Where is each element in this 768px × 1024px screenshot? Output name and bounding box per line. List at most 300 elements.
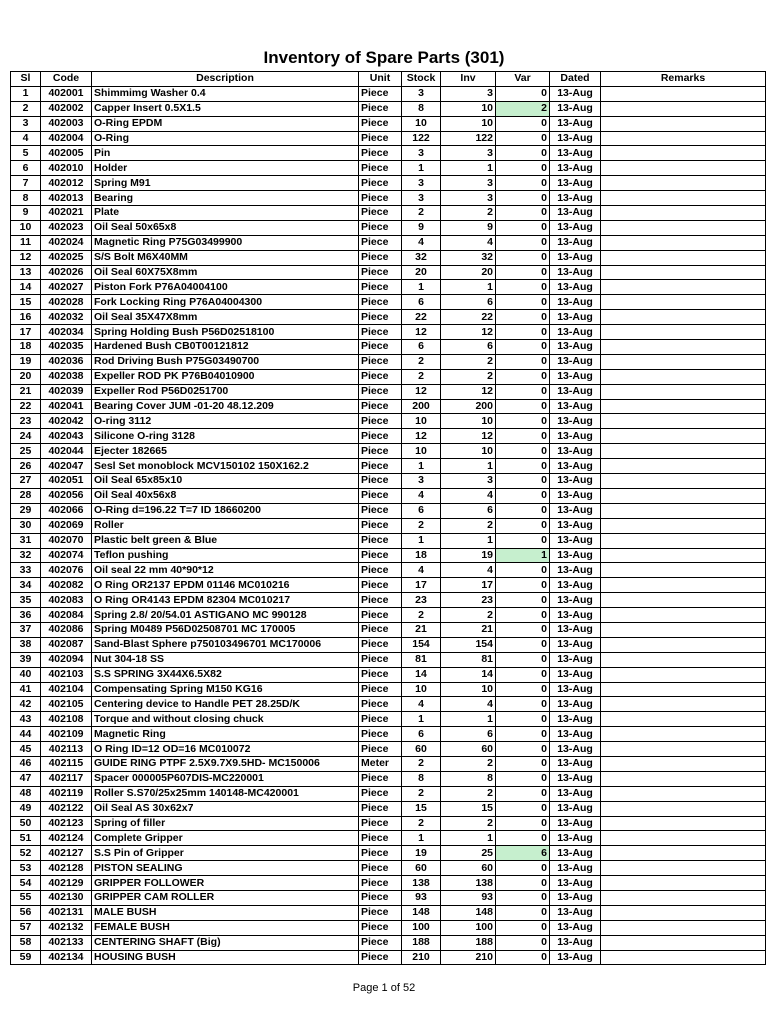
cell-stock: 2 <box>402 206 441 221</box>
cell-unit: Piece <box>359 950 402 965</box>
cell-code: 402035 <box>41 340 92 355</box>
cell-stock: 3 <box>402 146 441 161</box>
cell-stock: 3 <box>402 191 441 206</box>
cell-code: 402036 <box>41 354 92 369</box>
table-row <box>11 444 766 459</box>
cell-description: Sesl Set monoblock MCV150102 150X162.2 <box>92 459 359 474</box>
column-header-dated: Dated <box>550 72 601 87</box>
cell-inv: 10 <box>441 101 496 116</box>
cell-code: 402124 <box>41 831 92 846</box>
cell-description: Spacer 000005P607DIS-MC220001 <box>92 771 359 786</box>
table-row <box>11 101 766 116</box>
table-row <box>11 682 766 697</box>
cell-description: Spring M91 <box>92 176 359 191</box>
cell-sl: 30 <box>11 518 41 533</box>
cell-code: 402047 <box>41 459 92 474</box>
table-row <box>11 474 766 489</box>
table-row <box>11 414 766 429</box>
cell-code: 402113 <box>41 742 92 757</box>
cell-sl: 34 <box>11 578 41 593</box>
cell-stock: 6 <box>402 340 441 355</box>
cell-stock: 1 <box>402 533 441 548</box>
cell-remarks <box>601 369 766 384</box>
cell-var: 0 <box>496 682 550 697</box>
cell-dated: 13-Aug <box>550 414 601 429</box>
cell-stock: 1 <box>402 161 441 176</box>
cell-sl: 54 <box>11 876 41 891</box>
cell-dated: 13-Aug <box>550 86 601 101</box>
cell-description: GRIPPER CAM ROLLER <box>92 890 359 905</box>
table-row <box>11 340 766 355</box>
cell-unit: Piece <box>359 459 402 474</box>
cell-stock: 4 <box>402 235 441 250</box>
cell-var: 0 <box>496 369 550 384</box>
table-row <box>11 816 766 831</box>
cell-stock: 93 <box>402 890 441 905</box>
cell-code: 402010 <box>41 161 92 176</box>
cell-dated: 13-Aug <box>550 682 601 697</box>
cell-stock: 8 <box>402 771 441 786</box>
cell-code: 402123 <box>41 816 92 831</box>
cell-inv: 10 <box>441 414 496 429</box>
cell-dated: 13-Aug <box>550 756 601 771</box>
cell-remarks <box>601 131 766 146</box>
cell-var: 0 <box>496 920 550 935</box>
cell-sl: 47 <box>11 771 41 786</box>
cell-dated: 13-Aug <box>550 369 601 384</box>
inventory-table <box>10 71 766 965</box>
cell-unit: Piece <box>359 161 402 176</box>
cell-dated: 13-Aug <box>550 667 601 682</box>
cell-description: GRIPPER FOLLOWER <box>92 876 359 891</box>
cell-unit: Piece <box>359 101 402 116</box>
cell-sl: 46 <box>11 756 41 771</box>
cell-stock: 81 <box>402 652 441 667</box>
table-row <box>11 756 766 771</box>
cell-var: 0 <box>496 459 550 474</box>
cell-unit: Piece <box>359 742 402 757</box>
cell-inv: 2 <box>441 816 496 831</box>
cell-var: 0 <box>496 131 550 146</box>
cell-remarks <box>601 503 766 518</box>
cell-code: 402129 <box>41 876 92 891</box>
cell-var: 0 <box>496 667 550 682</box>
table-row <box>11 161 766 176</box>
cell-code: 402039 <box>41 384 92 399</box>
cell-dated: 13-Aug <box>550 905 601 920</box>
cell-sl: 28 <box>11 488 41 503</box>
cell-dated: 13-Aug <box>550 250 601 265</box>
cell-inv: 2 <box>441 206 496 221</box>
cell-description: Roller <box>92 518 359 533</box>
cell-remarks <box>601 742 766 757</box>
table-row <box>11 742 766 757</box>
cell-stock: 3 <box>402 86 441 101</box>
cell-sl: 35 <box>11 593 41 608</box>
cell-description: Bearing <box>92 191 359 206</box>
cell-inv: 9 <box>441 220 496 235</box>
cell-code: 402034 <box>41 325 92 340</box>
cell-code: 402027 <box>41 280 92 295</box>
cell-sl: 33 <box>11 563 41 578</box>
column-header-code: Code <box>41 72 92 87</box>
cell-var: 0 <box>496 265 550 280</box>
cell-code: 402026 <box>41 265 92 280</box>
cell-sl: 53 <box>11 861 41 876</box>
cell-dated: 13-Aug <box>550 384 601 399</box>
cell-inv: 3 <box>441 86 496 101</box>
cell-stock: 3 <box>402 474 441 489</box>
table-row <box>11 533 766 548</box>
cell-sl: 41 <box>11 682 41 697</box>
cell-code: 402082 <box>41 578 92 593</box>
cell-stock: 2 <box>402 608 441 623</box>
cell-unit: Piece <box>359 191 402 206</box>
cell-sl: 51 <box>11 831 41 846</box>
cell-dated: 13-Aug <box>550 920 601 935</box>
table-row <box>11 652 766 667</box>
table-row <box>11 727 766 742</box>
cell-var: 0 <box>496 191 550 206</box>
table-row <box>11 280 766 295</box>
cell-dated: 13-Aug <box>550 861 601 876</box>
cell-stock: 23 <box>402 593 441 608</box>
cell-var: 0 <box>496 503 550 518</box>
cell-unit: Piece <box>359 578 402 593</box>
cell-unit: Piece <box>359 593 402 608</box>
cell-description: Oil Seal 40x56x8 <box>92 488 359 503</box>
cell-var: 0 <box>496 697 550 712</box>
table-row <box>11 831 766 846</box>
cell-remarks <box>601 578 766 593</box>
cell-stock: 4 <box>402 488 441 503</box>
cell-remarks <box>601 235 766 250</box>
table-row <box>11 86 766 101</box>
cell-var: 0 <box>496 310 550 325</box>
cell-remarks <box>601 340 766 355</box>
cell-unit: Piece <box>359 444 402 459</box>
cell-inv: 2 <box>441 756 496 771</box>
cell-sl: 15 <box>11 295 41 310</box>
cell-var: 0 <box>496 593 550 608</box>
cell-description: MALE BUSH <box>92 905 359 920</box>
cell-inv: 8 <box>441 771 496 786</box>
cell-code: 402042 <box>41 414 92 429</box>
cell-remarks <box>601 325 766 340</box>
table-row <box>11 518 766 533</box>
column-header-remarks: Remarks <box>601 72 766 87</box>
cell-remarks <box>601 429 766 444</box>
cell-stock: 148 <box>402 905 441 920</box>
cell-remarks <box>601 280 766 295</box>
cell-var: 0 <box>496 831 550 846</box>
cell-var: 0 <box>496 429 550 444</box>
cell-sl: 56 <box>11 905 41 920</box>
cell-stock: 6 <box>402 727 441 742</box>
cell-dated: 13-Aug <box>550 131 601 146</box>
cell-var: 0 <box>496 146 550 161</box>
cell-dated: 13-Aug <box>550 340 601 355</box>
table-row <box>11 116 766 131</box>
cell-inv: 4 <box>441 235 496 250</box>
column-header-var: Var <box>496 72 550 87</box>
cell-code: 402134 <box>41 950 92 965</box>
cell-description: Capper Insert 0.5X1.5 <box>92 101 359 116</box>
cell-remarks <box>601 905 766 920</box>
cell-sl: 27 <box>11 474 41 489</box>
cell-stock: 2 <box>402 786 441 801</box>
cell-code: 402070 <box>41 533 92 548</box>
cell-description: Centering device to Handle PET 28.25D/K <box>92 697 359 712</box>
page-footer: Page 1 of 52 <box>352 982 416 994</box>
cell-dated: 13-Aug <box>550 503 601 518</box>
cell-inv: 200 <box>441 399 496 414</box>
table-row <box>11 488 766 503</box>
cell-inv: 154 <box>441 637 496 652</box>
table-row <box>11 890 766 905</box>
cell-code: 402103 <box>41 667 92 682</box>
cell-description: Teflon pushing <box>92 548 359 563</box>
cell-var: 6 <box>496 846 550 861</box>
cell-dated: 13-Aug <box>550 146 601 161</box>
cell-stock: 2 <box>402 354 441 369</box>
cell-remarks <box>601 935 766 950</box>
cell-description: O-Ring d=196.22 T=7 ID 18660200 <box>92 503 359 518</box>
cell-unit: Piece <box>359 905 402 920</box>
cell-code: 402001 <box>41 86 92 101</box>
cell-var: 0 <box>496 786 550 801</box>
table-row <box>11 146 766 161</box>
cell-dated: 13-Aug <box>550 563 601 578</box>
cell-code: 402104 <box>41 682 92 697</box>
cell-sl: 31 <box>11 533 41 548</box>
cell-stock: 10 <box>402 116 441 131</box>
column-header-stock: Stock <box>402 72 441 87</box>
cell-stock: 19 <box>402 846 441 861</box>
cell-unit: Piece <box>359 176 402 191</box>
cell-code: 402132 <box>41 920 92 935</box>
cell-remarks <box>601 727 766 742</box>
cell-code: 402115 <box>41 756 92 771</box>
cell-unit: Piece <box>359 801 402 816</box>
cell-inv: 12 <box>441 384 496 399</box>
cell-var: 0 <box>496 950 550 965</box>
cell-unit: Piece <box>359 325 402 340</box>
cell-remarks <box>601 310 766 325</box>
cell-var: 0 <box>496 622 550 637</box>
cell-inv: 23 <box>441 593 496 608</box>
cell-unit: Piece <box>359 295 402 310</box>
cell-description: CENTERING SHAFT (Big) <box>92 935 359 950</box>
cell-var: 0 <box>496 578 550 593</box>
cell-remarks <box>601 101 766 116</box>
cell-var: 0 <box>496 712 550 727</box>
cell-description: Rod Driving Bush P75G03490700 <box>92 354 359 369</box>
cell-var: 0 <box>496 295 550 310</box>
table-row <box>11 399 766 414</box>
cell-inv: 2 <box>441 354 496 369</box>
cell-dated: 13-Aug <box>550 831 601 846</box>
cell-code: 402084 <box>41 608 92 623</box>
cell-stock: 1 <box>402 831 441 846</box>
cell-remarks <box>601 831 766 846</box>
cell-remarks <box>601 667 766 682</box>
cell-dated: 13-Aug <box>550 593 601 608</box>
cell-var: 0 <box>496 474 550 489</box>
cell-stock: 2 <box>402 518 441 533</box>
cell-unit: Piece <box>359 280 402 295</box>
cell-var: 0 <box>496 935 550 950</box>
table-row <box>11 861 766 876</box>
cell-remarks <box>601 593 766 608</box>
cell-stock: 15 <box>402 801 441 816</box>
table-row <box>11 935 766 950</box>
cell-inv: 2 <box>441 369 496 384</box>
cell-dated: 13-Aug <box>550 488 601 503</box>
cell-var: 0 <box>496 652 550 667</box>
cell-remarks <box>601 608 766 623</box>
cell-description: Oil Seal 35X47X8mm <box>92 310 359 325</box>
cell-dated: 13-Aug <box>550 444 601 459</box>
cell-unit: Piece <box>359 846 402 861</box>
cell-sl: 3 <box>11 116 41 131</box>
cell-description: Silicone O-ring 3128 <box>92 429 359 444</box>
cell-unit: Piece <box>359 414 402 429</box>
cell-sl: 25 <box>11 444 41 459</box>
cell-unit: Piece <box>359 935 402 950</box>
cell-description: Holder <box>92 161 359 176</box>
table-row <box>11 220 766 235</box>
cell-remarks <box>601 771 766 786</box>
table-row <box>11 206 766 221</box>
cell-inv: 6 <box>441 503 496 518</box>
cell-remarks <box>601 682 766 697</box>
cell-remarks <box>601 191 766 206</box>
cell-stock: 210 <box>402 950 441 965</box>
cell-dated: 13-Aug <box>550 459 601 474</box>
cell-unit: Piece <box>359 146 402 161</box>
cell-description: Shimmimg Washer 0.4 <box>92 86 359 101</box>
cell-sl: 40 <box>11 667 41 682</box>
cell-sl: 39 <box>11 652 41 667</box>
table-header-row <box>11 72 766 87</box>
table-row <box>11 369 766 384</box>
cell-inv: 100 <box>441 920 496 935</box>
cell-dated: 13-Aug <box>550 474 601 489</box>
cell-description: Pin <box>92 146 359 161</box>
cell-description: Plate <box>92 206 359 221</box>
cell-unit: Piece <box>359 712 402 727</box>
cell-remarks <box>601 801 766 816</box>
cell-unit: Piece <box>359 220 402 235</box>
cell-remarks <box>601 399 766 414</box>
cell-description: Oil Seal 65x85x10 <box>92 474 359 489</box>
cell-inv: 2 <box>441 786 496 801</box>
cell-dated: 13-Aug <box>550 771 601 786</box>
cell-description: FEMALE BUSH <box>92 920 359 935</box>
cell-var: 0 <box>496 399 550 414</box>
cell-var: 0 <box>496 444 550 459</box>
cell-unit: Piece <box>359 369 402 384</box>
cell-remarks <box>601 116 766 131</box>
cell-description: Compensating Spring M150 KG16 <box>92 682 359 697</box>
cell-sl: 4 <box>11 131 41 146</box>
cell-sl: 44 <box>11 727 41 742</box>
page-title: Inventory of Spare Parts (301) <box>263 48 505 67</box>
cell-dated: 13-Aug <box>550 176 601 191</box>
cell-inv: 20 <box>441 265 496 280</box>
cell-stock: 9 <box>402 220 441 235</box>
cell-dated: 13-Aug <box>550 816 601 831</box>
cell-stock: 3 <box>402 176 441 191</box>
cell-unit: Piece <box>359 831 402 846</box>
cell-sl: 16 <box>11 310 41 325</box>
table-row <box>11 459 766 474</box>
cell-stock: 21 <box>402 622 441 637</box>
cell-description: Expeller ROD PK P76B04010900 <box>92 369 359 384</box>
cell-dated: 13-Aug <box>550 295 601 310</box>
cell-remarks <box>601 756 766 771</box>
cell-inv: 3 <box>441 474 496 489</box>
cell-sl: 32 <box>11 548 41 563</box>
cell-var: 0 <box>496 384 550 399</box>
cell-dated: 13-Aug <box>550 220 601 235</box>
cell-var: 0 <box>496 116 550 131</box>
cell-dated: 13-Aug <box>550 622 601 637</box>
cell-description: Spring of filler <box>92 816 359 831</box>
cell-dated: 13-Aug <box>550 637 601 652</box>
cell-code: 402043 <box>41 429 92 444</box>
cell-inv: 12 <box>441 429 496 444</box>
cell-inv: 1 <box>441 712 496 727</box>
cell-dated: 13-Aug <box>550 727 601 742</box>
cell-unit: Piece <box>359 548 402 563</box>
cell-unit: Piece <box>359 682 402 697</box>
cell-dated: 13-Aug <box>550 399 601 414</box>
cell-remarks <box>601 786 766 801</box>
cell-sl: 49 <box>11 801 41 816</box>
cell-dated: 13-Aug <box>550 325 601 340</box>
cell-unit: Piece <box>359 503 402 518</box>
cell-inv: 32 <box>441 250 496 265</box>
cell-unit: Piece <box>359 399 402 414</box>
cell-inv: 14 <box>441 667 496 682</box>
cell-stock: 2 <box>402 756 441 771</box>
cell-unit: Piece <box>359 474 402 489</box>
cell-code: 402023 <box>41 220 92 235</box>
table-row <box>11 622 766 637</box>
cell-var: 0 <box>496 890 550 905</box>
cell-remarks <box>601 384 766 399</box>
cell-remarks <box>601 414 766 429</box>
cell-var: 0 <box>496 235 550 250</box>
table-row <box>11 265 766 280</box>
cell-dated: 13-Aug <box>550 101 601 116</box>
cell-description: Spring Holding Bush P56D02518100 <box>92 325 359 340</box>
cell-description: PISTON SEALING <box>92 861 359 876</box>
cell-code: 402005 <box>41 146 92 161</box>
cell-description: Hardened Bush CB0T00121812 <box>92 340 359 355</box>
cell-remarks <box>601 86 766 101</box>
cell-remarks <box>601 488 766 503</box>
cell-inv: 2 <box>441 608 496 623</box>
cell-description: O-ring 3112 <box>92 414 359 429</box>
cell-var: 0 <box>496 637 550 652</box>
cell-description: Oil Seal AS 30x62x7 <box>92 801 359 816</box>
table-row <box>11 950 766 965</box>
cell-unit: Piece <box>359 861 402 876</box>
cell-dated: 13-Aug <box>550 310 601 325</box>
